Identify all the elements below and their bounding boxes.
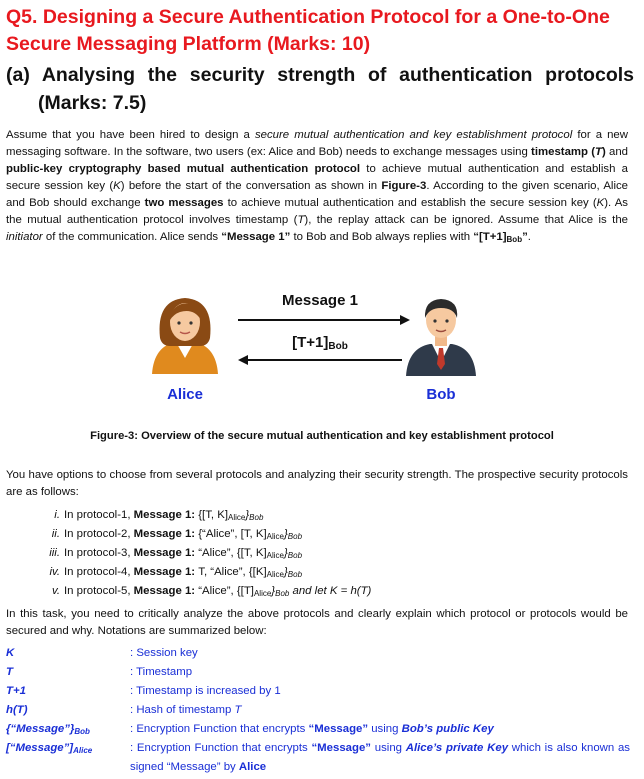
notation-description: : Timestamp — [130, 666, 193, 678]
notation-symbol: h(T) — [6, 704, 28, 716]
list-item: ii. In protocol-2, Message 1: {“Alice”, [T, $K]_{Alice}\}_{Bob}$ — [51, 528, 303, 541]
protocol-figure — [150, 290, 480, 410]
bob-avatar-icon — [406, 299, 476, 376]
subquestion-marks: (Marks: 7.5) — [38, 92, 147, 114]
notation-row — [6, 682, 632, 701]
intro-paragraph: Assume that you have been hired to design a secure mutual authentication and key establishment protocol for a new messaging software. In the software, two users (ex: Alice and Bob) needs to exchange messages using timestamp (T) and public-key cryptography based mutual authentication protocol to achieve mutual authentication and establish a secure session key (K) before the start of the conversation as shown in Figure-3. According to the given scenario, Alice and Bob should exchange two messages to achieve mutual authentication and establish the secure session key (K). As the mutual authentication protocol involves timestamp (T), the replay attack can be ignored. Assume that Alice is the initiator of the communication. Alice sends “Message 1” to Bob and Bob always replies with “$[T+1]_{Bob}$”. — [6, 129, 629, 244]
subquestion-title: (a) Analysing the security strength of authentication protocols — [6, 64, 634, 86]
notation-description: : Hash of timestamp T — [130, 704, 242, 716]
notation-symbol: K — [6, 647, 15, 659]
notation-description: : Encryption Function that encrypts “Message” using Alice’s private Key which is also known as signed “Message” by Alice — [130, 742, 630, 773]
list-item: iv. In protocol-4, Message 1: T, “Alice”, $\{[K]_{Alice}\}_{Bob}$ — [49, 566, 303, 579]
question-title — [6, 4, 636, 58]
question-title-line1: Q5. Designing a Secure Authentication Protocol for a One-to-One — [6, 6, 610, 28]
alice-avatar-icon — [152, 298, 218, 374]
task-paragraph: In this task, you need to critically analyze the above protocols and clearly explain which protocol or protocols would be secured and why. Notations are summarized below: — [6, 608, 628, 637]
message1-label: Message 1 — [282, 292, 358, 309]
list-item: i. In protocol-1, Message 1: {[T, $K]_{Alice}\}_{Bob}$ — [54, 509, 264, 522]
notation-symbol: T — [6, 666, 13, 678]
notation-row — [6, 720, 632, 739]
reply-label: $[T+1]_{Bob}$ — [292, 334, 348, 352]
bob-label: Bob — [426, 386, 456, 403]
notation-symbol: T+1 — [6, 685, 26, 697]
notation-description: : Session key — [130, 647, 198, 659]
notation-description: : Encryption Function that encrypts “Message” using Bob’s public Key — [130, 723, 494, 735]
message1-arrow — [238, 315, 410, 325]
notation-description: : Timestamp is increased by 1 — [130, 685, 281, 697]
notation-table — [6, 644, 632, 777]
notation-row — [6, 663, 632, 682]
list-item: v. In protocol-5, Message 1: “Alice”, $\{[T]_{Alice}\}_{Bob}$ and let K = h(T) — [51, 585, 372, 598]
figure-caption: Figure-3: Overview of the secure mutual authentication and key establishment protocol — [90, 430, 554, 442]
notation-symbol: $\{“Message”\}_{Bob}$ — [6, 723, 90, 736]
alice-label: Alice — [167, 386, 203, 403]
list-item: iii. In protocol-3, Message 1: “Alice”, {[T, $K]_{Alice}\}_{Bob}$ — [49, 547, 303, 560]
notation-row — [6, 739, 632, 777]
options-paragraph: You have options to choose from several protocols and analyzing their security strength. The prospective security protocols are as follows: — [6, 469, 628, 498]
notation-symbol: $[“Message”]_{Alice}$ — [6, 742, 93, 755]
notation-row — [6, 701, 632, 720]
reply-arrow — [238, 355, 402, 365]
question-title-line2: Secure Messaging Platform (Marks: 10) — [6, 33, 371, 55]
notation-row — [6, 644, 632, 663]
protocol-list — [34, 507, 371, 602]
